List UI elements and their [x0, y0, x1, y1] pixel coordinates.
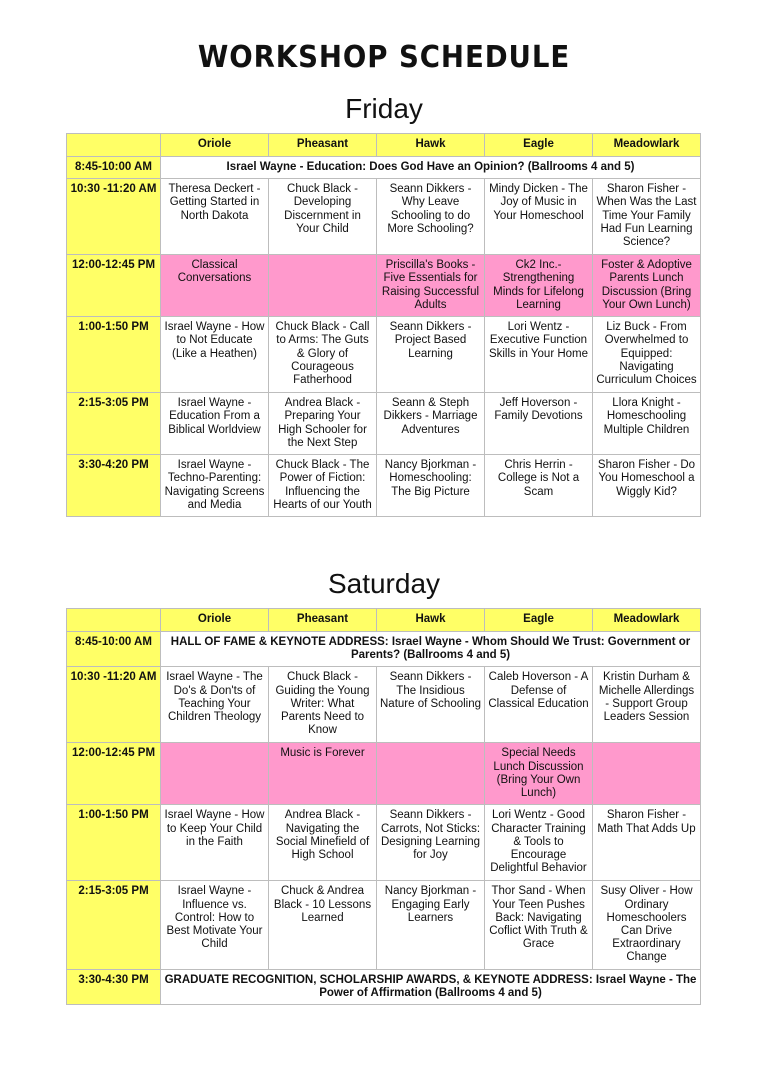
table-row	[67, 317, 701, 393]
time-slot: 3:30-4:20 PM	[67, 455, 161, 517]
friday-schedule-table	[66, 133, 701, 517]
session-cell: Chuck Black - Call to Arms: The Guts & Glory of Courageous Fatherhood	[269, 317, 377, 393]
session-cell: Theresa Deckert - Getting Started in North Dakota	[161, 179, 269, 255]
room-header-eagle: Eagle	[485, 609, 593, 632]
time-slot: 8:45-10:00 AM	[67, 157, 161, 179]
session-cell: Seann & Steph Dikkers - Marriage Adventures	[377, 393, 485, 455]
session-cell: Israel Wayne - Education From a Biblical Worldview	[161, 393, 269, 455]
time-slot: 2:15-3:05 PM	[67, 881, 161, 969]
session-cell: Israel Wayne - The Do's & Don'ts of Teaching Your Children Theology	[161, 667, 269, 743]
session-cell: Sharon Fisher - Do You Homeschool a Wiggly Kid?	[593, 455, 701, 517]
table-row	[67, 455, 701, 517]
header-row	[67, 134, 701, 157]
session-cell: Sharon Fisher - When Was the Last Time Your Family Had Fun Learning Science?	[593, 179, 701, 255]
session-cell: Seann Dikkers - Why Leave Schooling to do More Schooling?	[377, 179, 485, 255]
room-header-oriole: Oriole	[161, 134, 269, 157]
session-cell: Nancy Bjorkman - Homeschooling: The Big Picture	[377, 455, 485, 517]
header-row	[67, 609, 701, 632]
table-row	[67, 881, 701, 969]
table-row	[67, 255, 701, 317]
session-cell: Seann Dikkers - Project Based Learning	[377, 317, 485, 393]
session-cell: Chuck Black - Guiding the Young Writer: What Parents Need to Know	[269, 667, 377, 743]
session-cell: Nancy Bjorkman - Engaging Early Learners	[377, 881, 485, 969]
time-header	[67, 609, 161, 632]
session-cell	[269, 255, 377, 317]
session-cell: Special Needs Lunch Discussion (Bring Your Own Lunch)	[485, 743, 593, 805]
time-slot: 8:45-10:00 AM	[67, 632, 161, 667]
session-cell: Israel Wayne - How to Keep Your Child in the Faith	[161, 805, 269, 881]
session-cell: Priscilla's Books - Five Essentials for Raising Successful Adults	[377, 255, 485, 317]
page-title: WORKSHOP SCHEDULE	[197, 40, 571, 75]
session-cell: Seann Dikkers - The Insidious Nature of Schooling	[377, 667, 485, 743]
friday-heading: Friday	[345, 93, 423, 124]
room-header-meadowlark: Meadowlark	[593, 134, 701, 157]
session-cell	[593, 743, 701, 805]
session-cell: Liz Buck - From Overwhelmed to Equipped: Navigating Curriculum Choices	[593, 317, 701, 393]
room-header-pheasant: Pheasant	[269, 609, 377, 632]
time-slot: 10:30 -11:20 AM	[67, 179, 161, 255]
session-cell: Israel Wayne - Techno-Parenting: Navigating Screens and Media	[161, 455, 269, 517]
time-slot: 1:00-1:50 PM	[67, 805, 161, 881]
plenary-session: HALL OF FAME & KEYNOTE ADDRESS: Israel Wayne - Whom Should We Trust: Government or Parents? (Ballrooms 4 and 5)	[161, 632, 701, 667]
table-row	[67, 179, 701, 255]
session-cell: Foster & Adoptive Parents Lunch Discussion (Bring Your Own Lunch)	[593, 255, 701, 317]
session-cell: Lori Wentz - Executive Function Skills in Your Home	[485, 317, 593, 393]
session-cell: Israel Wayne - Influence vs. Control: How to Best Motivate Your Child	[161, 881, 269, 969]
table-row	[67, 969, 701, 1004]
time-slot: 12:00-12:45 PM	[67, 255, 161, 317]
saturday-heading: Saturday	[327, 568, 441, 599]
time-slot: 1:00-1:50 PM	[67, 317, 161, 393]
session-cell: Mindy Dicken - The Joy of Music in Your Homeschool	[485, 179, 593, 255]
session-cell: Ck2 Inc.- Strengthening Minds for Lifelong Learning	[485, 255, 593, 317]
session-cell: Andrea Black - Navigating the Social Minefield of High School	[269, 805, 377, 881]
session-cell: Lori Wentz - Good Character Training & Tools to Encourage Delightful Behavior	[485, 805, 593, 881]
table-row	[67, 157, 701, 179]
room-header-oriole: Oriole	[161, 609, 269, 632]
table-row	[67, 632, 701, 667]
table-row	[67, 667, 701, 743]
session-cell: Music is Forever	[269, 743, 377, 805]
session-cell: Jeff Hoverson - Family Devotions	[485, 393, 593, 455]
session-cell: Caleb Hoverson - A Defense of Classical Education	[485, 667, 593, 743]
time-slot: 12:00-12:45 PM	[67, 743, 161, 805]
room-header-pheasant: Pheasant	[269, 134, 377, 157]
session-cell: Chuck & Andrea Black - 10 Lessons Learned	[269, 881, 377, 969]
session-cell: Classical Conversations	[161, 255, 269, 317]
table-row	[67, 743, 701, 805]
session-cell	[377, 743, 485, 805]
session-cell: Thor Sand - When Your Teen Pushes Back: Navigating Coflict With Truth & Grace	[485, 881, 593, 969]
session-cell: Seann Dikkers - Carrots, Not Sticks: Designing Learning for Joy	[377, 805, 485, 881]
session-cell: Sharon Fisher - Math That Adds Up	[593, 805, 701, 881]
time-slot: 10:30 -11:20 AM	[67, 667, 161, 743]
table-row	[67, 805, 701, 881]
table-row	[67, 393, 701, 455]
time-slot: 3:30-4:30 PM	[67, 969, 161, 1004]
session-cell: Israel Wayne - How to Not Educate (Like a Heathen)	[161, 317, 269, 393]
session-cell: Chuck Black - The Power of Fiction: Influencing the Hearts of our Youth	[269, 455, 377, 517]
plenary-session: Israel Wayne - Education: Does God Have an Opinion? (Ballrooms 4 and 5)	[161, 157, 701, 179]
room-header-hawk: Hawk	[377, 134, 485, 157]
saturday-schedule-table	[66, 608, 701, 1005]
session-cell: Kristin Durham & Michelle Allerdings - Support Group Leaders Session	[593, 667, 701, 743]
session-cell: Chris Herrin - College is Not a Scam	[485, 455, 593, 517]
session-cell: Llora Knight - Homeschooling Multiple Children	[593, 393, 701, 455]
plenary-session: GRADUATE RECOGNITION, SCHOLARSHIP AWARDS, & KEYNOTE ADDRESS: Israel Wayne - The Power of Affirmation (Ballrooms 4 and 5)	[161, 969, 701, 1004]
session-cell: Susy Oliver - How Ordinary Homeschoolers Can Drive Extraordinary Change	[593, 881, 701, 969]
room-header-hawk: Hawk	[377, 609, 485, 632]
time-header	[67, 134, 161, 157]
session-cell: Andrea Black - Preparing Your High Schooler for the Next Step	[269, 393, 377, 455]
session-cell	[161, 743, 269, 805]
room-header-meadowlark: Meadowlark	[593, 609, 701, 632]
room-header-eagle: Eagle	[485, 134, 593, 157]
session-cell: Chuck Black - Developing Discernment in Your Child	[269, 179, 377, 255]
time-slot: 2:15-3:05 PM	[67, 393, 161, 455]
